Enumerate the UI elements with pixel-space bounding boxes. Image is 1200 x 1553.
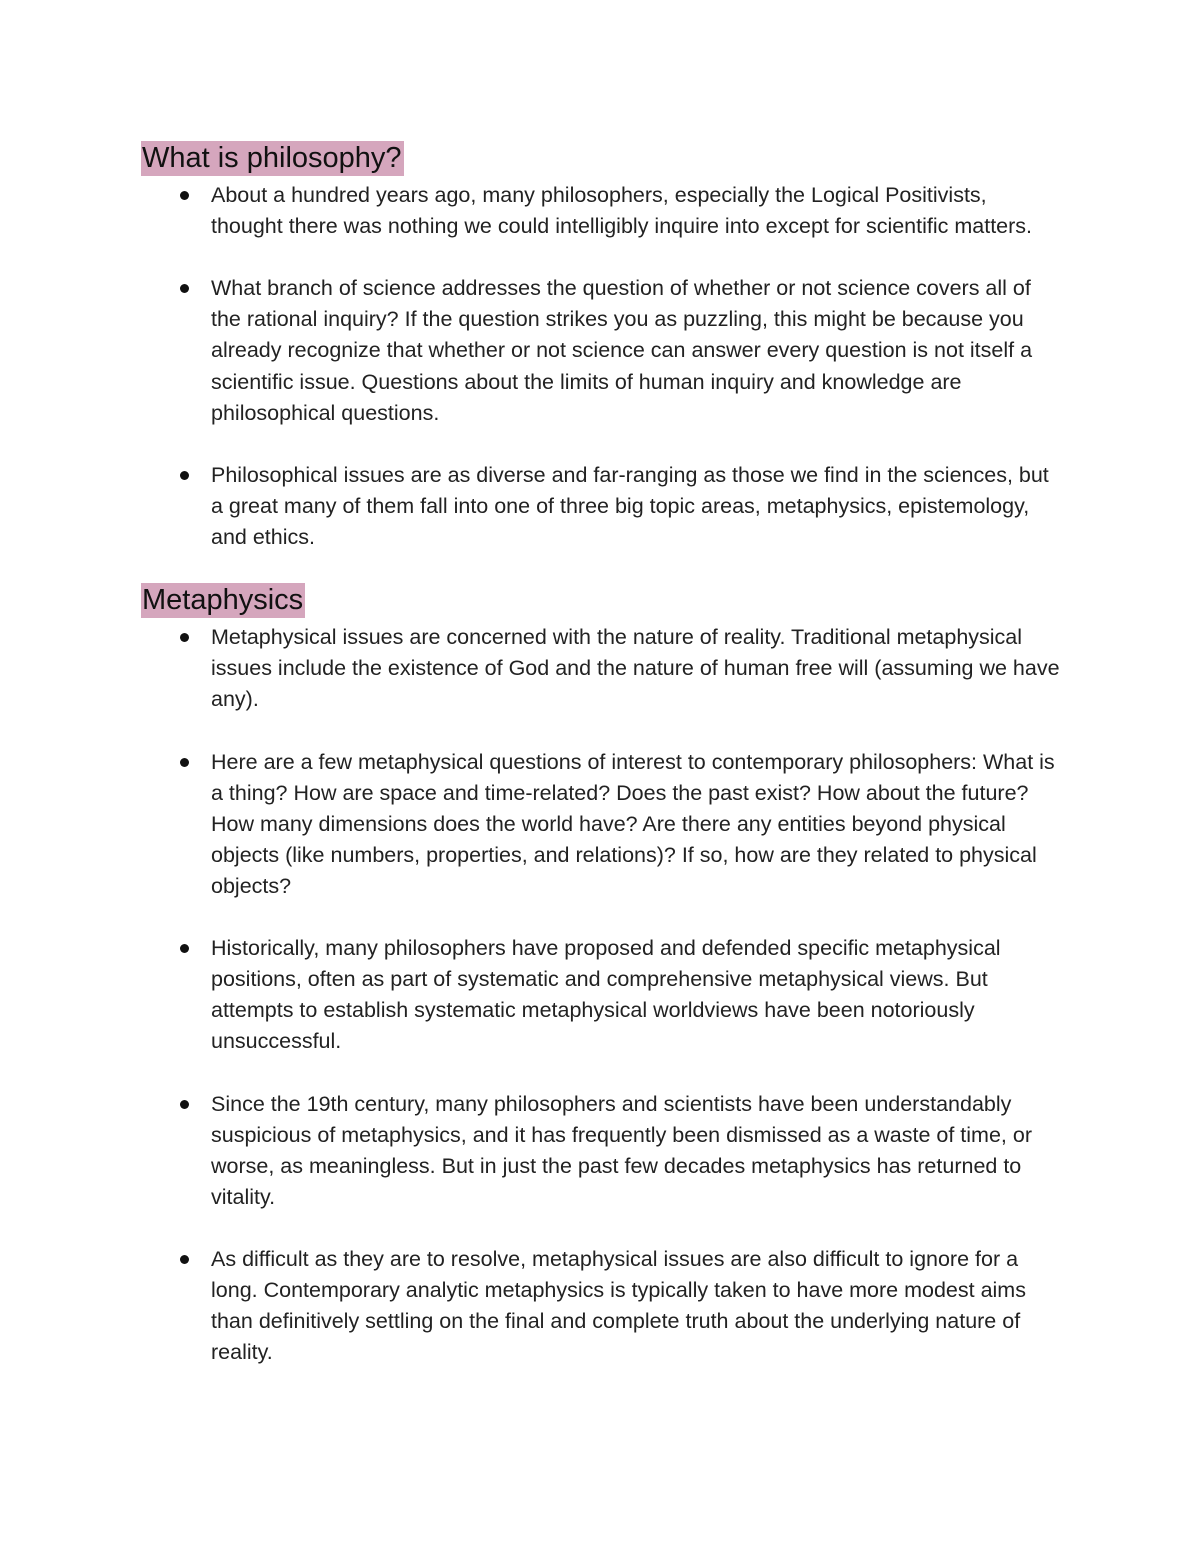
list-item-text: As difficult as they are to resolve, metaphysical issues are also difficult to ignore for a long. Contemporary analytic metaphysics is typically taken to have more modest aims than definitively settling on the final and complete truth about the underlying nature of reality. bbox=[211, 1247, 1026, 1365]
list-item bbox=[141, 273, 1061, 428]
list-item bbox=[141, 747, 1061, 902]
list-item bbox=[141, 622, 1061, 715]
bullet-icon bbox=[180, 284, 189, 293]
list-item bbox=[141, 180, 1061, 242]
list-item-text: Historically, many philosophers have proposed and defended specific metaphysical positions, often as part of systematic and comprehensive metaphysical views. But attempts to establish systematic metaphysical worldviews have been notoriously unsuccessful. bbox=[211, 936, 1001, 1054]
bullet-list bbox=[141, 180, 1061, 553]
list-item-text: Philosophical issues are as diverse and far-ranging as those we find in the sciences, but a great many of them fall into one of three big topic areas, metaphysics, epistemology, and ethics. bbox=[211, 462, 1049, 550]
section-metaphysics bbox=[141, 583, 1061, 1368]
bullet-icon bbox=[180, 944, 189, 953]
list-item-text: What branch of science addresses the question of whether or not science covers all of the rational inquiry? If the question strikes you as puzzling, this might be because you already recognize that whether or not science can answer every question is not itself a scientific issue. Questions about the limits of human inquiry and knowledge are philosophical questions. bbox=[211, 276, 1033, 425]
list-item-text: Here are a few metaphysical questions of interest to contemporary philosophers: What is a thing? How are space and time-related? Does the past exist? How about the future? How many dimensions does the world have? Are there any entities beyond physical objects (like numbers, properties, and relations)? If so, how are they related to physical objects? bbox=[211, 749, 1055, 898]
list-item bbox=[141, 1244, 1061, 1368]
list-item bbox=[141, 1089, 1061, 1213]
bullet-icon bbox=[180, 1100, 189, 1109]
bullet-icon bbox=[180, 191, 189, 200]
document-page bbox=[141, 141, 1061, 1398]
bullet-icon bbox=[180, 633, 189, 642]
section-heading: Metaphysics bbox=[142, 584, 304, 617]
list-item-text: Since the 19th century, many philosophers and scientists have been understandably suspicious of metaphysics, and it has frequently been dismissed as a waste of time, or worse, as meaningless. But in just the past few decades metaphysics has returned to vitality. bbox=[211, 1091, 1032, 1209]
section-what-is-philosophy bbox=[141, 141, 1061, 553]
bullet-icon bbox=[180, 471, 189, 480]
bullet-list bbox=[141, 622, 1061, 1368]
bullet-icon bbox=[180, 1255, 189, 1264]
list-item bbox=[141, 460, 1061, 553]
list-item-text: Metaphysical issues are concerned with the nature of reality. Traditional metaphysical issues include the existence of God and the nature of human free will (assuming we have any). bbox=[211, 625, 1060, 712]
list-item-text: About a hundred years ago, many philosophers, especially the Logical Positivists, thought there was nothing we could intelligibly inquire into except for scientific matters. bbox=[211, 183, 1033, 239]
section-heading: What is philosophy? bbox=[142, 142, 402, 174]
list-item bbox=[141, 933, 1061, 1057]
bullet-icon bbox=[180, 758, 189, 767]
